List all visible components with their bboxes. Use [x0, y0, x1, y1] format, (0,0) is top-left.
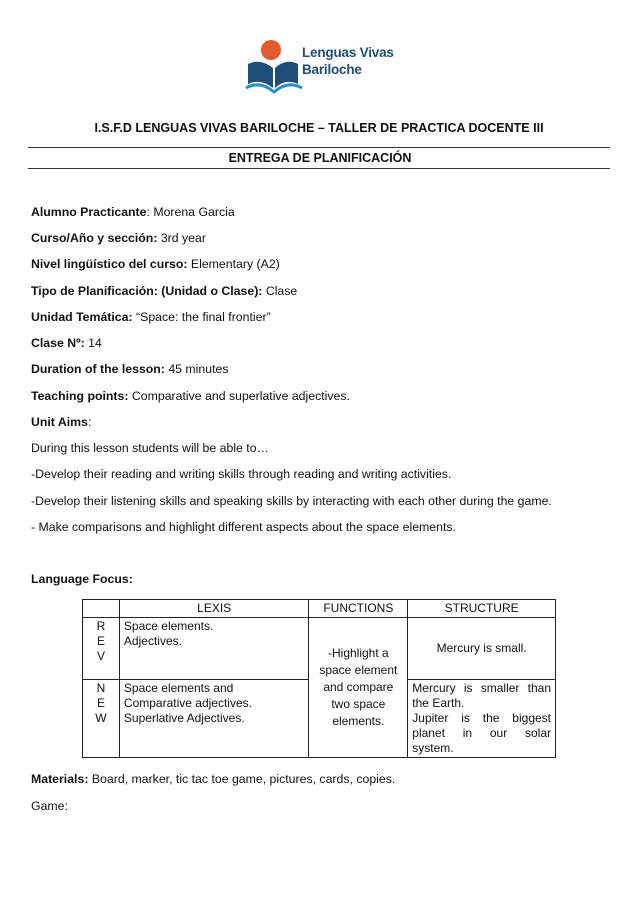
field-label: Nivel lingüístico del curso: [31, 257, 188, 271]
row-label-rev [83, 618, 120, 680]
functions-line: elements. [332, 714, 385, 728]
column-header-structure: STRUCTURE [408, 600, 556, 618]
field-label: Clase Nº: [31, 336, 85, 350]
field-label: Curso/Año y sección: [31, 231, 158, 245]
row-label-letter: V [96, 649, 105, 663]
field-sep: : [146, 205, 154, 219]
language-focus-heading [31, 572, 133, 586]
logo-line-1: Lenguas Vivas [302, 45, 394, 60]
language-focus-table [82, 599, 556, 758]
field-label: Teaching points: [31, 389, 129, 403]
row-label-letter: N [96, 681, 106, 695]
logo-text [302, 44, 394, 78]
field-sep: : [87, 415, 92, 429]
document-subtitle: ENTREGA DE PLANIFICACIÓN [228, 151, 412, 165]
new-structure-cell [408, 680, 556, 758]
new-lexis-cell [119, 680, 308, 758]
lexis-item: Superlative Adjectives. [123, 711, 245, 725]
functions-line: -Highlight a [327, 646, 389, 660]
lexis-item: Space elements and [123, 681, 234, 695]
column-header-lexis: LEXIS [119, 600, 308, 618]
field-label: Unit Aims [31, 415, 88, 429]
functions-line: space element [319, 663, 398, 677]
aim-item: -Develop their listening skills and speaking skills by interacting with each other during the game. [31, 494, 552, 508]
institution-logo [244, 38, 394, 94]
structure-example: Jupiter is the biggest planet in our solar system. [412, 711, 551, 755]
field-label: Tipo de Planificación: (Unidad o Clase): [31, 284, 263, 298]
materials-label: Materials: [31, 772, 89, 786]
aims-intro: During this lesson students will be able to… [31, 441, 269, 455]
lexis-item: Space elements. [123, 619, 214, 633]
field-value: Elementary (A2) [190, 257, 280, 271]
field-tipo [31, 284, 297, 298]
functions-line: two space [331, 697, 386, 711]
lexis-item: Comparative adjectives. [123, 696, 252, 710]
field-label: Duration of the lesson: [31, 362, 165, 376]
field-value: 45 minutes [168, 362, 229, 376]
table-row-rev [83, 618, 556, 680]
open-book-logo-icon [244, 38, 304, 94]
aim-item: - Make comparisons and highlight different aspects about the space elements. [31, 520, 456, 534]
functions-line: and compare [323, 680, 394, 694]
field-value: 3rd year [160, 231, 206, 245]
field-value: Comparative and superlative adjectives. [131, 389, 350, 403]
field-value: Morena Garcia [153, 205, 235, 219]
functions-cell [309, 618, 408, 758]
column-header-functions: FUNCTIONS [309, 600, 408, 618]
structure-example: Mercury is smaller than the Earth. [412, 681, 551, 710]
rev-structure-cell: Mercury is small. [408, 618, 556, 680]
field-label: Alumno Practicante [31, 205, 147, 219]
field-nivel [31, 257, 280, 271]
field-curso [31, 231, 206, 245]
field-teaching-points [31, 389, 350, 403]
field-label: Unidad Temática: [31, 310, 133, 324]
aim-item: -Develop their reading and writing skills through reading and writing activities. [31, 467, 452, 481]
field-value: “Space: the final frontier” [136, 310, 271, 324]
field-duration [31, 362, 228, 376]
rev-lexis-cell [119, 618, 308, 680]
logo-line-2: Bariloche [302, 62, 362, 77]
row-label-new [83, 680, 120, 758]
table-corner-cell [83, 600, 120, 618]
table-header-row [83, 600, 556, 618]
divider [28, 168, 610, 169]
document-header: I.S.F.D LENGUAS VIVAS BARILOCHE – TALLER DE PRACTICA DOCENTE III [94, 121, 544, 135]
field-alumno [31, 205, 235, 219]
divider [28, 147, 610, 148]
field-clase [31, 336, 102, 350]
row-label-letter: E [96, 634, 105, 648]
field-value: Clase [265, 284, 298, 298]
row-label-letter: R [96, 619, 106, 633]
field-value: 14 [88, 336, 102, 350]
language-focus-label: Language Focus: [31, 572, 133, 586]
game-label: Game: [31, 799, 68, 813]
field-unidad [31, 310, 271, 324]
materials-line [31, 772, 395, 786]
row-label-letter: W [95, 711, 107, 725]
row-label-letter: E [96, 696, 105, 710]
lexis-item: Adjectives. [123, 634, 182, 648]
field-unit-aims [31, 415, 91, 429]
materials-value: Board, marker, tic tac toe game, pictures, cards, copies. [91, 772, 396, 786]
